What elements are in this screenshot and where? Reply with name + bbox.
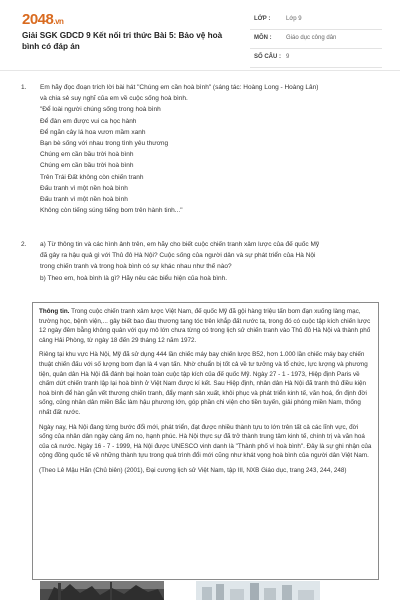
lyric-line: Chúng em cần bầu trời hoà bình bbox=[40, 162, 134, 170]
lyric-line: Đấu tranh vì một nền hoà bình bbox=[40, 196, 128, 204]
question-line: đã gây ra hậu quả gì với Thủ đô Hà Nội? Cuộc sống của người dân và sự phát triển của Hà Nội bbox=[40, 252, 316, 260]
question-line: a) Từ thông tin và các hình ảnh trên, em hãy cho biết cuộc chiến tranh xâm lược của đế quốc Mỹ bbox=[40, 241, 320, 248]
meta-row-grade bbox=[250, 11, 382, 30]
info-paragraph: Ngày nay, Hà Nội đang từng bước đổi mới, phát triển, đạt được nhiều thành tựu to lớn trên tất cả các lĩnh vực, đời sống của nhân dân ngày càng ấm no, hạnh phúc. Hà Nội thực sự đã trở thành trung tâm kinh tế, chính trị và văn hoá của cả nước. Ngày 16 - 7 - 1999, Hà Nội được UNESCO vinh danh là "Thành phố vì hoà bình". Đây là sự ghi nhận của cộng đồng quốc tế về những thành tựu trong quá trình đổi mới cũng như khát vọng hoà bình của người dân Việt Nam. bbox=[39, 423, 372, 460]
document-meta bbox=[250, 11, 382, 68]
info-citation: (Theo Lê Mậu Hãn (Chủ biên) (2001), Đại cương lịch sử Việt Nam, tập III, NXB Giáo dục, trang 243, 244, 248) bbox=[39, 466, 347, 474]
header-divider bbox=[0, 70, 400, 71]
lyric-line: Không còn tiếng súng tiếng bom trên hành tinh..." bbox=[40, 207, 183, 215]
page-header bbox=[0, 0, 400, 66]
question-line: trong chiến tranh và trong hoà bình có sự khác nhau như thế nào? bbox=[40, 263, 232, 271]
meta-row-count bbox=[250, 49, 382, 68]
lyric-line: Để đàn em được vui ca học hành bbox=[40, 117, 137, 125]
logo-main: 2048 bbox=[22, 11, 54, 28]
info-paragraph bbox=[39, 307, 372, 345]
question-line: b) Theo em, hoà bình là gì? Hãy nêu các biểu hiện của hoà bình. bbox=[40, 274, 228, 282]
info-box bbox=[32, 302, 379, 580]
info-paragraph: Riêng tại khu vực Hà Nội, Mỹ đã sử dụng 444 lần chiếc máy bay chiến lược B52, hơn 1.000 lần chiếc máy bay chiến thuật chiến đấu với số lượng bom đạn là 4 vạn tấn. Nhờ chuẩn bị tốt cả về tư tưởng và tổ chức, lực lượng và phương tiện, quân dân Hà Nội đã đánh bại hoàn toàn cuộc tập kích của đế quốc Mỹ. Ngày 27 - 1 - 1973, Hiệp định Paris về chấm dứt chiến tranh lập lại hoà bình ở Việt Nam được kí kết. Sau Hiệp định, nhân dân Hà Nội đã tranh thủ điều kiện hoà bình để hàn gắn vết thương chiến tranh, đẩy mạnh sản xuất, khôi phục và phát triển kinh tế, văn hoá, ổn định đời sống, củng nhân dân miền Bắc làm hậu phương lớn, góp phần chi viện cho tiền tuyến, giải phóng miền Nam, thống nhất đất nước. bbox=[39, 351, 368, 416]
lyric-line: Chúng em cần bầu trời hoà bình bbox=[40, 151, 134, 159]
photo-modern-city bbox=[196, 581, 320, 600]
lyric-line: Đấu tranh vì một nền hoà bình bbox=[40, 184, 128, 192]
question-line: Em hãy đọc đoạn trích lời bài hát "Chúng em cần hoà bình" (sáng tác: Hoàng Long - Hoàng Lân) bbox=[40, 84, 319, 91]
meta-value: Giáo dục công dân bbox=[286, 35, 337, 41]
question-number: 1. bbox=[21, 84, 27, 91]
question-text bbox=[40, 239, 378, 284]
question-line: và chia sẻ suy nghĩ của em về cuộc sống hoà bình. bbox=[40, 95, 188, 103]
lyric-line: "Để loài người chúng sống trong hoà bình bbox=[40, 106, 161, 114]
meta-label: MÔN : bbox=[254, 35, 272, 41]
lyric-line: Để ngăn cây lá hoa vươn mầm xanh bbox=[40, 128, 146, 136]
info-text: Trong cuộc chiến tranh xâm lược Việt Nam, đế quốc Mỹ đã gội hàng triệu tấn bom đạn xuống làng mạc, trường học, bệnh viện,... gây biết bao đau thương tang tóc trên khắp đất nước ta, trong đó có cuộc tập kích chiến lược 12 ngày đêm bằng không quân với quy mô lớn chưa từng có trong lịch sử chiến tranh vào Thủ đô Hà Nội và thành phố cảng Hải Phòng, từ ngày 18 đến 29 tháng 12 năm 1972. bbox=[39, 308, 371, 344]
meta-value: 9 bbox=[286, 54, 290, 60]
info-label: Thông tin. bbox=[39, 308, 70, 315]
question-number: 2. bbox=[21, 241, 27, 248]
document-title: Giải SGK GDCD 9 Kết nối tri thức Bài 5: Bảo vệ hoà bình có đáp án bbox=[22, 31, 223, 51]
lyric-line: Bạn bè sống với nhau trong tình yêu thương bbox=[40, 140, 169, 148]
meta-row-subject bbox=[250, 30, 382, 49]
question-text bbox=[40, 82, 378, 216]
photo-war-ruins bbox=[40, 581, 164, 600]
meta-label: SỐ CÂU : bbox=[254, 54, 281, 60]
lyric-line: Trên Trái Đất không còn chiến tranh bbox=[40, 173, 144, 181]
meta-value: Lớp 9 bbox=[286, 16, 302, 22]
site-logo[interactable] bbox=[22, 11, 63, 28]
meta-label: LỚP : bbox=[254, 16, 271, 22]
logo-suffix: .vn bbox=[53, 17, 64, 26]
